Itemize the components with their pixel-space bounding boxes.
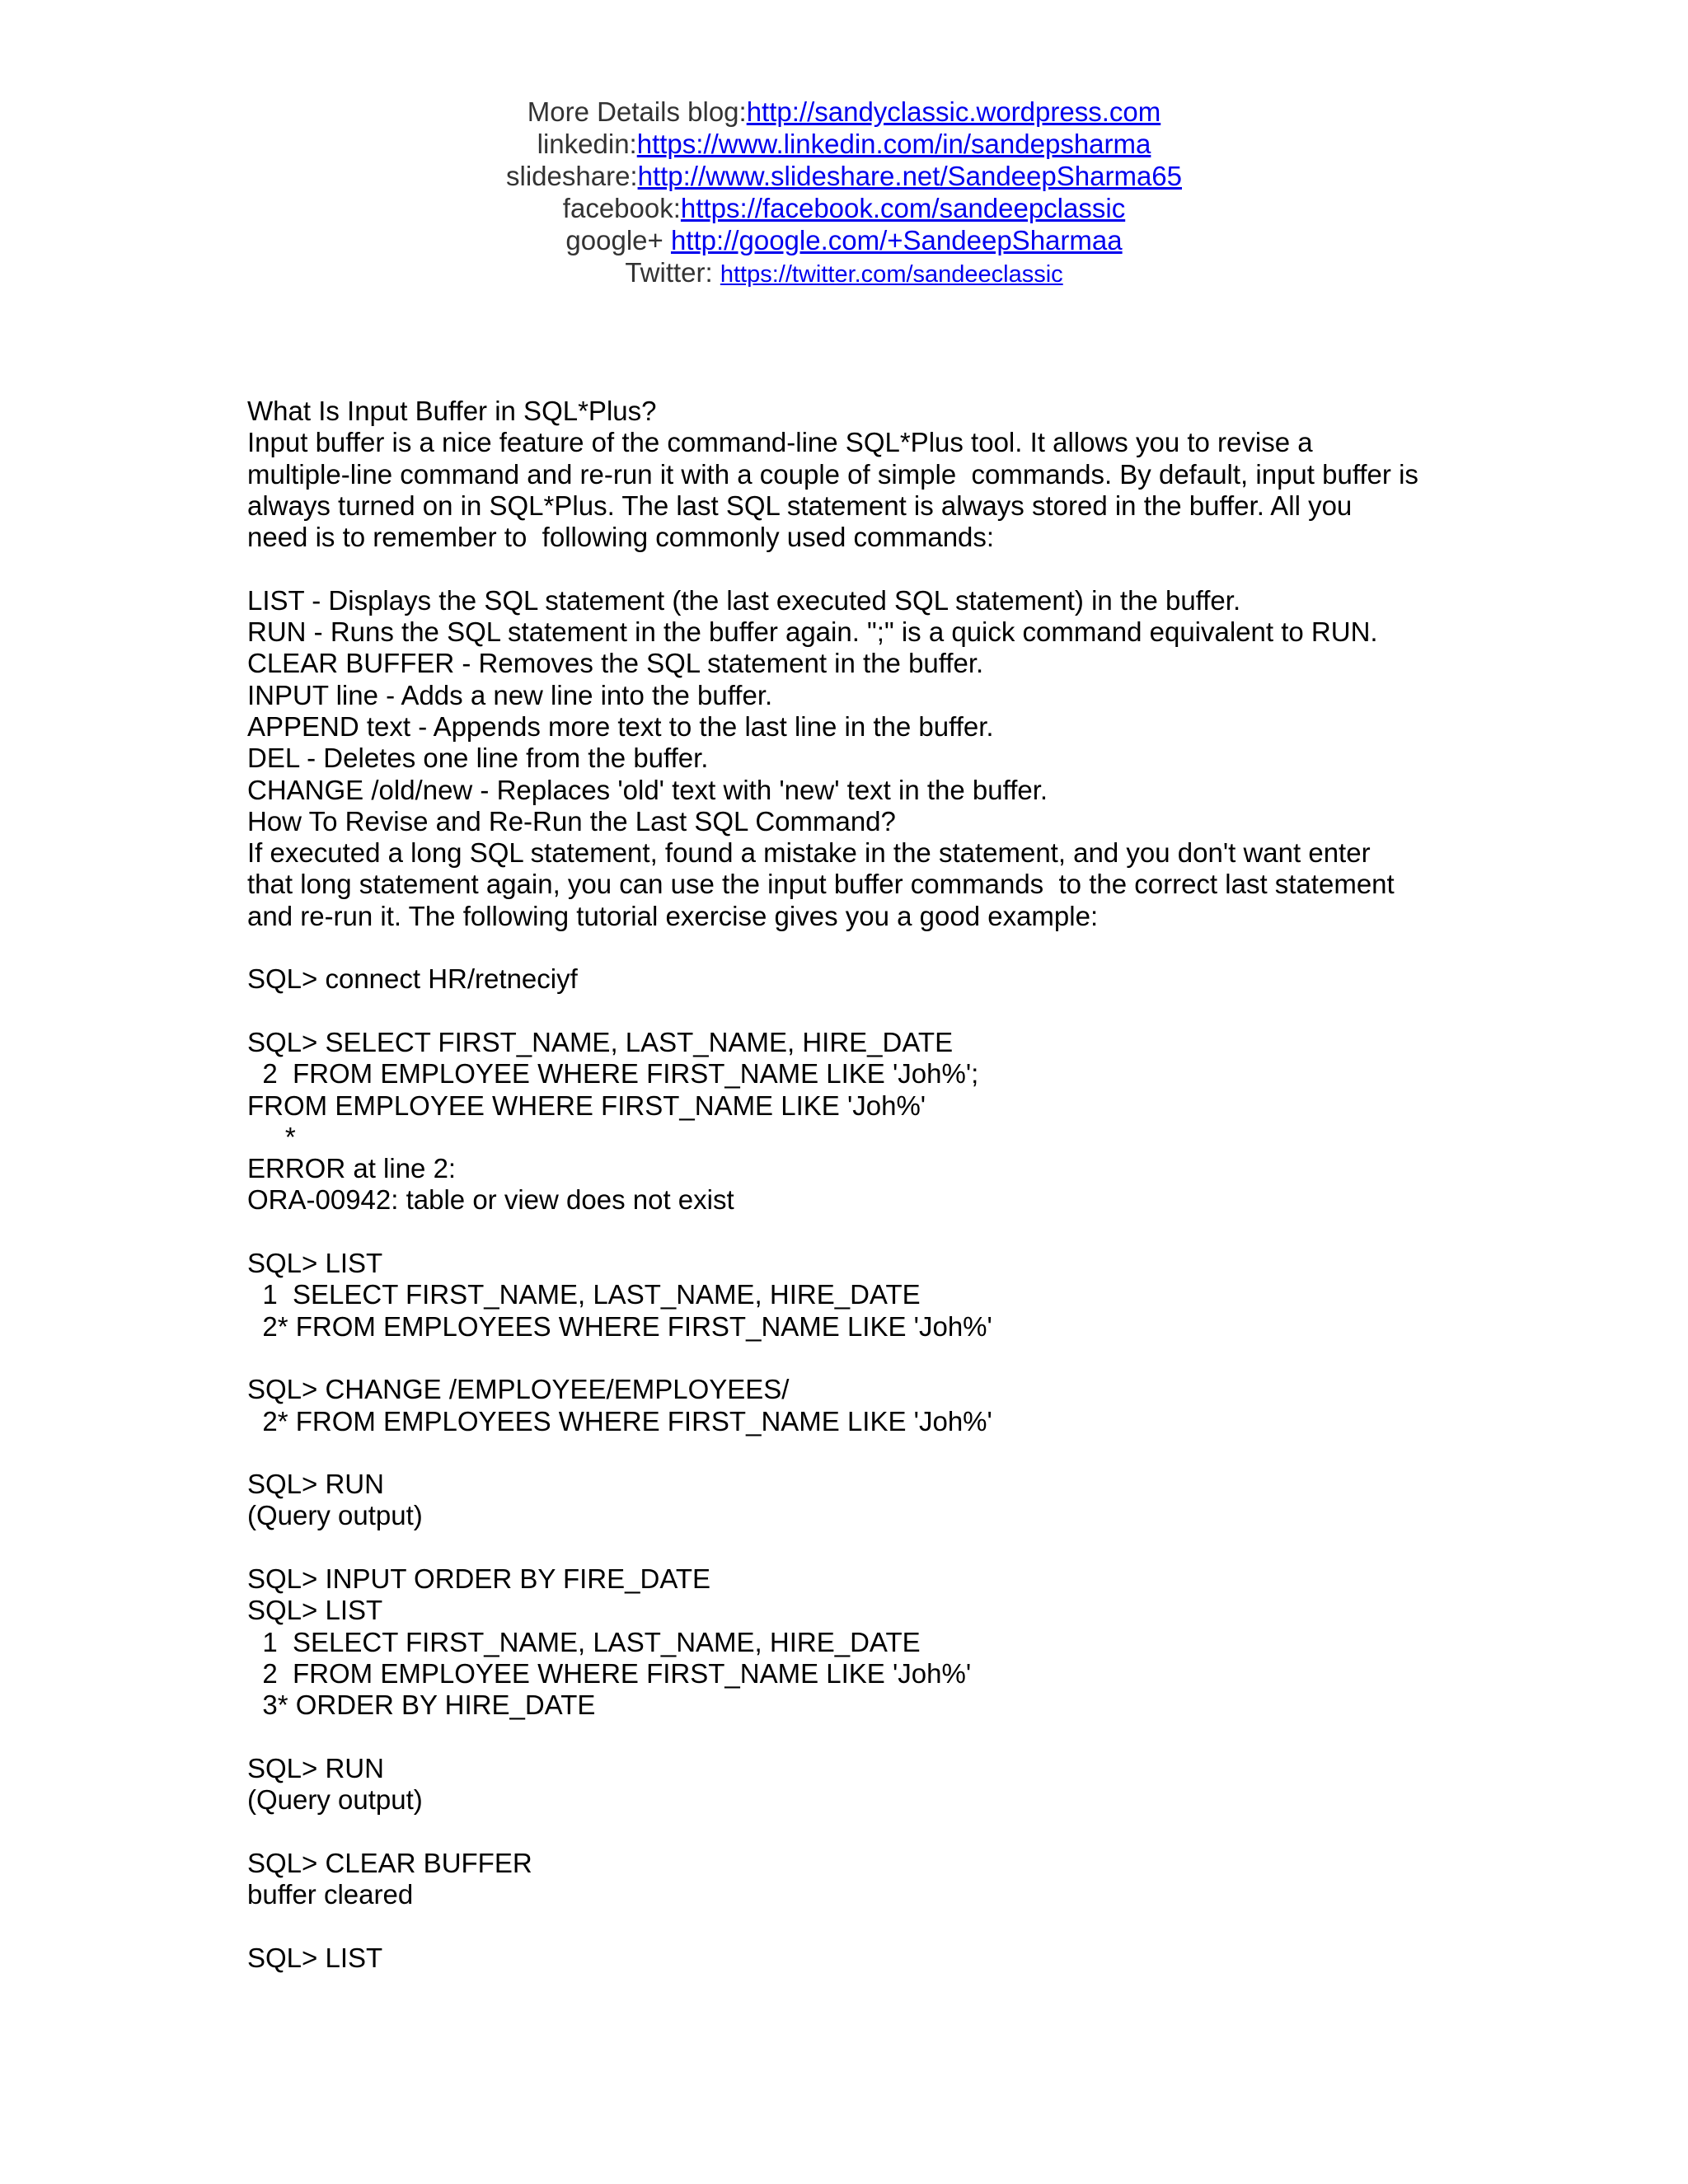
body-line: multiple-line command and re-run it with a couple of simple commands. By default, input buffer is xyxy=(247,458,1418,490)
body-line: that long statement again, you can use the input buffer commands to the correct last statement xyxy=(247,869,1395,900)
google-plus-label: google+ xyxy=(565,225,671,255)
body-line xyxy=(247,1437,1451,1469)
body-line: SQL> LIST xyxy=(247,1595,383,1626)
twitter-line xyxy=(0,256,1688,291)
body-line: 1 SELECT FIRST_NAME, LAST_NAME, HIRE_DATE xyxy=(247,1279,921,1310)
body-line: How To Revise and Re-Run the Last SQL Command? xyxy=(247,805,896,837)
body-line: SQL> INPUT ORDER BY FIRE_DATE xyxy=(247,1563,711,1594)
body-line: SQL> CHANGE /EMPLOYEE/EMPLOYEES/ xyxy=(247,1374,790,1405)
body-line: ORA-00942: table or view does not exist xyxy=(247,1184,734,1216)
body-line xyxy=(247,1910,1451,1942)
blog-label: More Details blog: xyxy=(527,96,747,127)
body-line: ERROR at line 2: xyxy=(247,1153,457,1184)
slideshare-line xyxy=(0,160,1688,192)
body-line: 1 SELECT FIRST_NAME, LAST_NAME, HIRE_DATE xyxy=(247,1626,921,1657)
body-line: DEL - Deletes one line from the buffer. xyxy=(247,743,709,774)
body-line: 2* FROM EMPLOYEES WHERE FIRST_NAME LIKE 'Joh%' xyxy=(247,1405,992,1436)
body-line: always turned on in SQL*Plus. The last SQL statement is always stored in the buffer. All you xyxy=(247,490,1353,521)
body-line: CHANGE /old/new - Replaces 'old' text with 'new' text in the buffer. xyxy=(247,774,1048,805)
body-line: SQL> SELECT FIRST_NAME, LAST_NAME, HIRE_DATE xyxy=(247,1026,954,1057)
slideshare-label: slideshare: xyxy=(506,161,638,191)
twitter-link[interactable]: https://twitter.com/sandeeclassic xyxy=(720,261,1063,288)
google-plus-link[interactable]: http://google.com/+SandeepSharmaa xyxy=(670,225,1123,255)
body-line: 2 FROM EMPLOYEE WHERE FIRST_NAME LIKE 'Joh%' xyxy=(247,1657,972,1689)
body-line: Input buffer is a nice feature of the command-line SQL*Plus tool. It allows you to revise a xyxy=(247,427,1313,458)
body-line xyxy=(247,1721,1451,1752)
body-line: INPUT line - Adds a new line into the buffer. xyxy=(247,679,773,710)
linkedin-line xyxy=(0,128,1688,160)
body-line: 2 FROM EMPLOYEE WHERE FIRST_NAME LIKE 'Joh%'; xyxy=(247,1058,979,1090)
body-line: 3* ORDER BY HIRE_DATE xyxy=(247,1690,596,1721)
body-line xyxy=(247,996,1451,1027)
body-line xyxy=(247,1816,1451,1847)
body-line: (Query output) xyxy=(247,1500,423,1531)
body-line: What Is Input Buffer in SQL*Plus? xyxy=(247,396,657,426)
body-line: SQL> connect HR/retneciyf xyxy=(247,963,578,995)
body-line: APPEND text - Appends more text to the last line in the buffer. xyxy=(247,710,994,742)
body-line: 2* FROM EMPLOYEES WHERE FIRST_NAME LIKE 'Joh%' xyxy=(247,1310,992,1342)
body-line: SQL> RUN xyxy=(247,1469,384,1500)
facebook-label: facebook: xyxy=(562,193,681,223)
body-line: SQL> LIST xyxy=(247,1248,383,1279)
facebook-line xyxy=(0,192,1688,224)
linkedin-link[interactable]: https://www.linkedin.com/in/sandepsharma xyxy=(636,129,1151,159)
body-line xyxy=(247,553,1451,584)
linkedin-label: linkedin: xyxy=(537,129,637,159)
body-line: FROM EMPLOYEE WHERE FIRST_NAME LIKE 'Joh%' xyxy=(247,1090,926,1121)
body-line: SQL> CLEAR BUFFER xyxy=(247,1847,532,1878)
facebook-link[interactable]: https://facebook.com/sandeepclassic xyxy=(680,193,1126,223)
body-line: need is to remember to following commonly used commands: xyxy=(247,522,995,553)
document-body xyxy=(247,396,1451,1974)
body-line: If executed a long SQL statement, found a mistake in the statement, and you don't want enter xyxy=(247,837,1371,869)
slideshare-link[interactable]: http://www.slideshare.net/SandeepSharma65 xyxy=(637,161,1182,191)
google-plus-line xyxy=(0,224,1688,256)
blog-link[interactable]: http://sandyclassic.wordpress.com xyxy=(746,96,1161,127)
body-line xyxy=(247,1532,1451,1563)
body-line: (Query output) xyxy=(247,1784,423,1816)
body-line: LIST - Displays the SQL statement (the last executed SQL statement) in the buffer. xyxy=(247,584,1241,616)
body-line: SQL> LIST xyxy=(247,1942,383,1973)
body-line: * xyxy=(247,1121,296,1152)
body-line: buffer cleared xyxy=(247,1878,414,1910)
body-line xyxy=(247,1216,1451,1248)
body-line: and re-run it. The following tutorial exercise gives you a good example: xyxy=(247,900,1099,931)
body-line: CLEAR BUFFER - Removes the SQL statement in the buffer. xyxy=(247,648,984,679)
body-line xyxy=(247,932,1451,963)
twitter-label: Twitter: xyxy=(625,257,720,288)
blog-line xyxy=(0,96,1688,128)
body-line: SQL> RUN xyxy=(247,1752,384,1783)
body-line: RUN - Runs the SQL statement in the buffer again. ";" is a quick command equivalent to RUN. xyxy=(247,616,1378,648)
links-header xyxy=(0,96,1688,291)
body-line xyxy=(247,1343,1451,1374)
